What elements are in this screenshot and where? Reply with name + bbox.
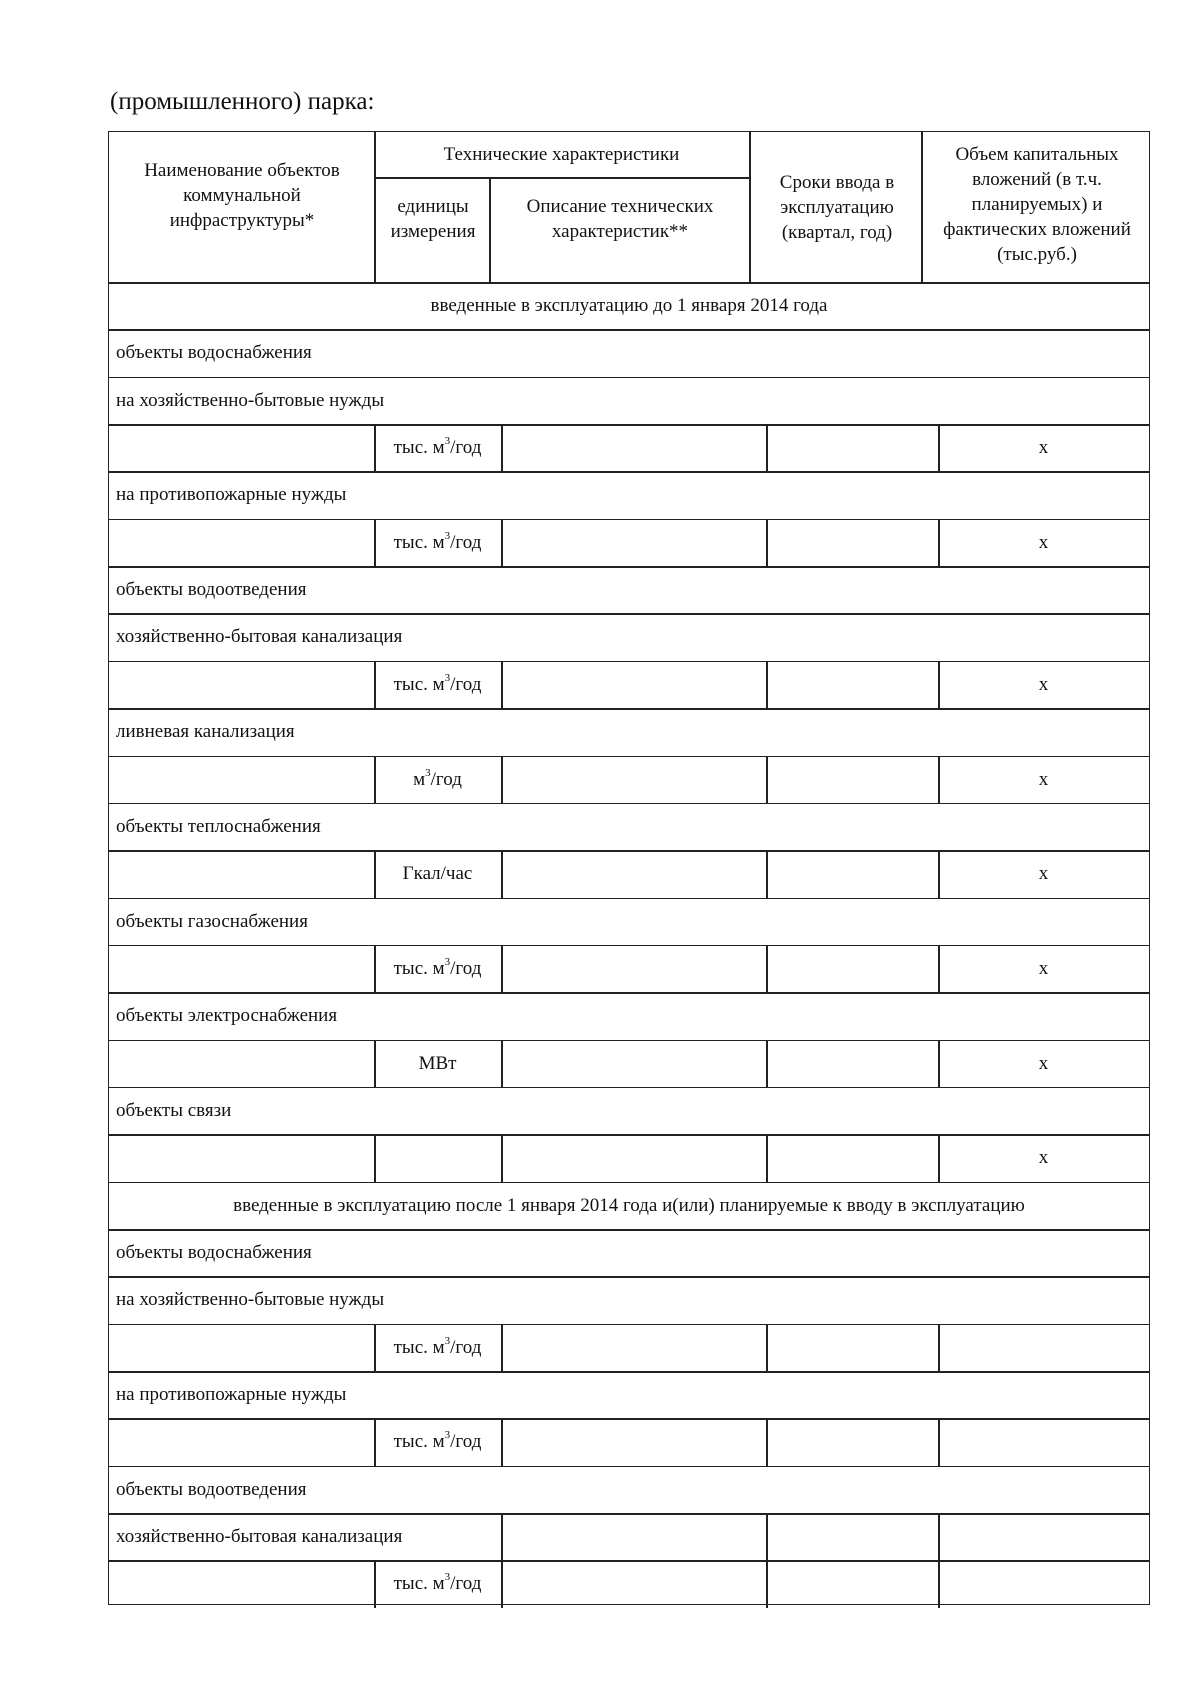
investment-mark: х (1038, 531, 1049, 553)
row-label: хозяйственно-бытовая канализация (116, 626, 403, 648)
unit-suffix: /год (450, 1336, 482, 1358)
row-label: на хозяйственно-бытовые нужды (116, 389, 385, 411)
unit-cell (374, 436, 501, 460)
row-divider (109, 1040, 1149, 1042)
unit-cell (374, 768, 501, 792)
unit-suffix: /год (450, 1431, 482, 1453)
row-divider (109, 708, 1149, 710)
row-label: объекты водоснабжения (116, 1242, 312, 1263)
row-divider (109, 850, 1149, 852)
grid-line (374, 1134, 376, 1181)
section-title: введенные в эксплуатацию после 1 января 2014 года и(или) планируемые к вводу в эксплуатацию (233, 1194, 1025, 1216)
row-label: на хозяйственно-бытовые нужды (116, 1289, 385, 1311)
grid-line (501, 1513, 503, 1560)
unit-exponent: 3 (444, 671, 451, 684)
row-label: объекты газоснабжения (116, 910, 308, 932)
unit-exponent: 3 (444, 435, 451, 448)
unit-exponent: 3 (444, 529, 451, 542)
unit-base: тыс. м (393, 437, 445, 459)
unit-exponent: 3 (444, 1429, 451, 1442)
grid-line (766, 945, 768, 992)
row-divider (109, 1324, 1149, 1326)
grid-line (501, 1324, 503, 1371)
grid-line (938, 1418, 940, 1465)
unit-suffix: /год (450, 957, 482, 979)
grid-line (766, 519, 768, 566)
investment-mark: х (1038, 863, 1049, 885)
row-divider (109, 1087, 1149, 1089)
unit-exponent: 3 (444, 1334, 451, 1347)
grid-line (766, 1040, 768, 1087)
row-divider (109, 898, 1149, 900)
grid-line (921, 132, 923, 282)
grid-line (938, 1513, 940, 1560)
grid-line (766, 1418, 768, 1465)
unit-exponent: 3 (444, 1571, 451, 1584)
grid-line (501, 1560, 503, 1607)
row-label: хозяйственно-бытовая канализация (116, 1526, 403, 1548)
row-label: на противопожарные нужды (116, 1384, 347, 1406)
header-object-name: Наименование объектов коммунальной инфраструктуры* (144, 160, 340, 231)
unit-exponent: 3 (444, 955, 451, 968)
grid-line (501, 1418, 503, 1465)
unit-base: тыс. м (393, 957, 445, 979)
row-divider (109, 424, 1149, 426)
grid-line (766, 1134, 768, 1181)
grid-line (501, 1040, 503, 1087)
unit-cell (374, 862, 501, 886)
row-divider (109, 1466, 1149, 1468)
unit-label: МВт (418, 1052, 457, 1074)
grid-line (749, 132, 751, 282)
grid-line (374, 177, 749, 179)
infrastructure-table (108, 131, 1150, 1605)
grid-line (501, 1134, 503, 1181)
row-label: объекты водоснабжения (116, 342, 312, 364)
grid-line (938, 1324, 940, 1371)
row-label: объекты водоотведения (116, 1478, 307, 1500)
row-divider (109, 1418, 1149, 1420)
row-divider (109, 992, 1149, 994)
row-divider (109, 519, 1149, 521)
investment-mark: х (1038, 768, 1049, 790)
header-technical: Технические характеристики (443, 144, 680, 165)
grid-line (501, 756, 503, 803)
row-divider (109, 1276, 1149, 1278)
investment-mark: х (1038, 673, 1049, 695)
unit-suffix: /год (450, 673, 482, 695)
row-label: объекты электроснабжения (116, 1005, 338, 1027)
unit-cell (374, 1572, 501, 1596)
section-title: введенные в эксплуатацию до 1 января 2014 года (430, 295, 828, 316)
grid-line (766, 850, 768, 897)
row-divider (109, 377, 1149, 379)
row-divider (109, 471, 1149, 473)
grid-line (766, 756, 768, 803)
unit-base: тыс. м (393, 1573, 445, 1595)
unit-suffix: /год (450, 531, 482, 553)
grid-line (501, 661, 503, 708)
grid-line (766, 1560, 768, 1607)
unit-base: тыс. м (393, 531, 445, 553)
row-divider (109, 803, 1149, 805)
grid-line (501, 850, 503, 897)
unit-base: тыс. м (393, 1431, 445, 1453)
row-label: объекты водоотведения (116, 579, 307, 601)
row-divider (109, 1134, 1149, 1136)
row-label: объекты связи (116, 1099, 232, 1121)
grid-line (489, 177, 491, 282)
row-divider (109, 756, 1149, 758)
unit-label: Гкал/час (402, 863, 473, 885)
grid-line (501, 519, 503, 566)
row-divider (109, 945, 1149, 947)
row-label: на противопожарные нужды (116, 484, 347, 506)
unit-suffix: /год (450, 437, 482, 459)
row-divider (109, 1182, 1149, 1184)
row-divider (109, 1513, 1149, 1515)
row-divider (109, 1371, 1149, 1373)
investment-mark: х (1038, 437, 1049, 459)
unit-cell (374, 957, 501, 981)
unit-cell (374, 1052, 501, 1076)
unit-cell (374, 1336, 501, 1360)
row-divider (109, 566, 1149, 568)
unit-base: тыс. м (393, 673, 445, 695)
grid-line (766, 424, 768, 471)
unit-cell (374, 1430, 501, 1454)
grid-line (766, 1324, 768, 1371)
row-label: объекты теплоснабжения (116, 815, 321, 837)
row-divider (109, 1560, 1149, 1562)
page-heading: (промышленного) парка: (110, 88, 375, 115)
unit-cell (374, 673, 501, 697)
grid-line (766, 1513, 768, 1560)
grid-line (501, 945, 503, 992)
grid-line (109, 282, 1149, 284)
header-commission-dates: Сроки ввода в эксплуатацию (квартал, год) (779, 172, 895, 243)
header-description: Описание технических характеристик** (526, 196, 714, 242)
row-divider (109, 329, 1149, 331)
investment-mark: х (1038, 1147, 1049, 1169)
unit-suffix: /год (450, 1573, 482, 1595)
row-divider (109, 613, 1149, 615)
unit-base: тыс. м (393, 1336, 445, 1358)
investment-mark: х (1038, 957, 1049, 979)
grid-line (938, 1560, 940, 1607)
header-units: единицы измерения (390, 196, 476, 242)
header-investment: Объем капитальных вложений (в т.ч. планируемых) и фактических вложений (тыс.руб.) (943, 144, 1131, 265)
row-divider (109, 1229, 1149, 1231)
unit-cell (374, 531, 501, 555)
grid-line (501, 424, 503, 471)
unit-exponent: 3 (425, 766, 431, 779)
investment-mark: х (1038, 1052, 1049, 1074)
row-label: ливневая канализация (116, 721, 295, 743)
unit-base: м (413, 768, 426, 790)
unit-suffix: /год (430, 768, 462, 790)
grid-line (766, 661, 768, 708)
row-divider (109, 661, 1149, 663)
